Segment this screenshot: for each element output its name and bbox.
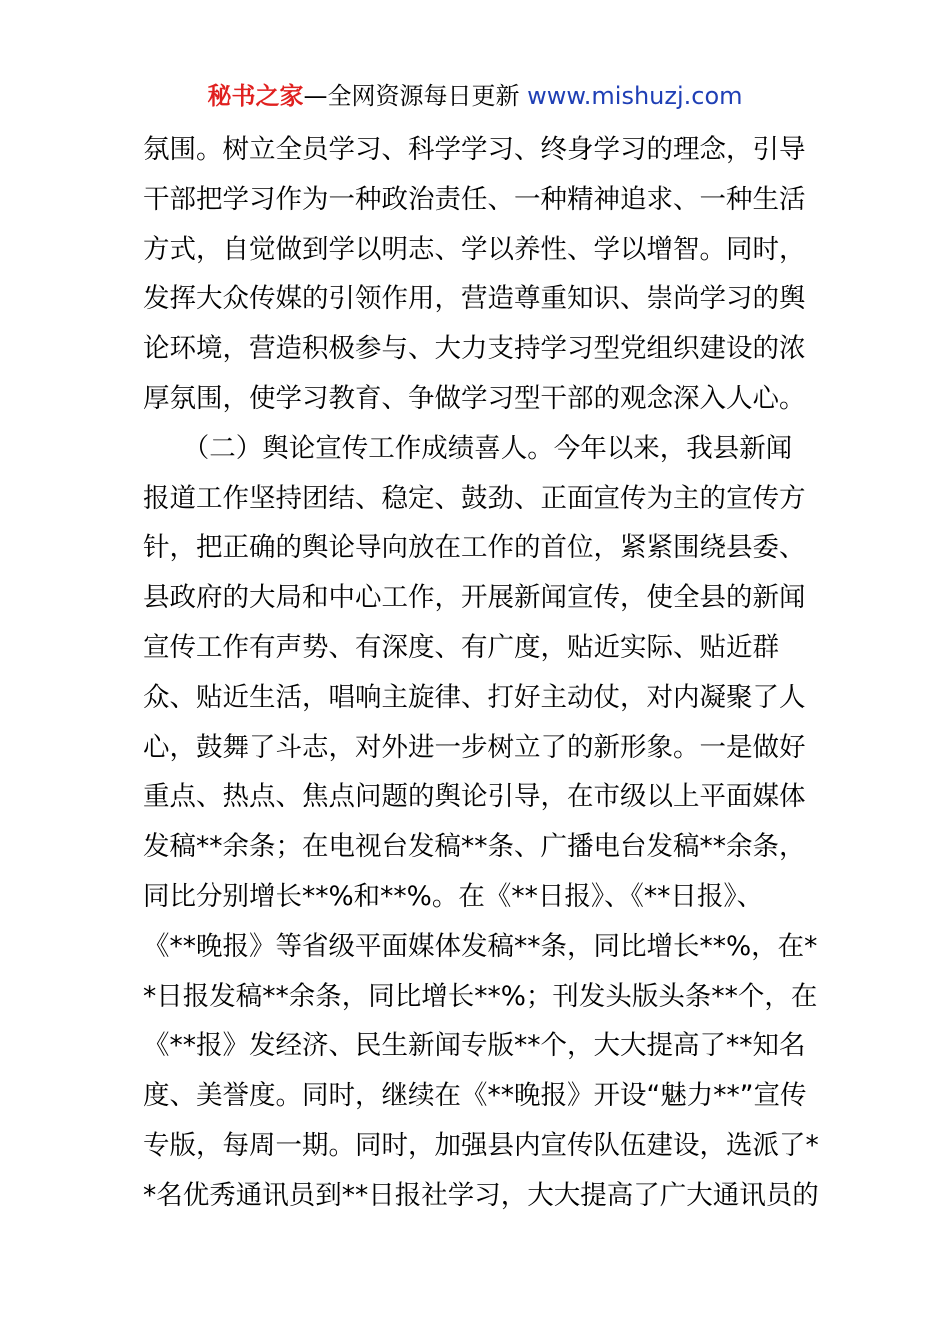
site-header bbox=[0, 78, 950, 114]
site-slogan: —全网资源每日更新 bbox=[303, 82, 520, 110]
text-line: 干部把学习作为一种政治责任、一种精神追求、一种生活 bbox=[143, 183, 806, 215]
text-line: 重点、热点、焦点问题的舆论引导，在市级以上平面媒体 bbox=[143, 781, 806, 813]
text-line: 论环境，营造积极参与、大力支持学习型党组织建设的浓 bbox=[143, 333, 806, 365]
paragraph-heading-line: （二）舆论宣传工作成绩喜人。今年以来，我县新闻 bbox=[143, 432, 793, 464]
text-line: 方式，自觉做到学以明志、学以养性、学以增智。同时， bbox=[143, 233, 806, 265]
text-line: *名优秀通讯员到**日报社学习，大大提高了广大通讯员的 bbox=[143, 1179, 819, 1211]
text-line: *日报发稿**余条，同比增长**%；刊发头版头条**个，在 bbox=[143, 980, 818, 1012]
text-line: 《**晚报》等省级平面媒体发稿**条，同比增长**%，在* bbox=[143, 930, 818, 962]
text-line: 心，鼓舞了斗志，对外进一步树立了的新形象。一是做好 bbox=[143, 731, 806, 763]
text-line: 县政府的大局和中心工作，开展新闻宣传，使全县的新闻 bbox=[143, 582, 806, 614]
site-brand: 秘书之家 bbox=[207, 82, 304, 110]
site-url-link[interactable]: www.mishuzj.com bbox=[527, 82, 743, 110]
document-body bbox=[143, 125, 819, 1221]
text-line: 报道工作坚持团结、稳定、鼓劲、正面宣传为主的宣传方 bbox=[143, 482, 806, 514]
text-line: 同比分别增长**%和**%。在《**日报》、《**日报》、 bbox=[143, 880, 764, 912]
text-line: 众、贴近生活，唱响主旋律、打好主动仗，对内凝聚了人 bbox=[143, 681, 806, 713]
text-line: 专版，每周一期。同时，加强县内宣传队伍建设，选派了* bbox=[143, 1129, 819, 1161]
text-line: 厚氛围，使学习教育、争做学习型干部的观念深入人心。 bbox=[143, 382, 806, 414]
text-line: 度、美誉度。同时，继续在《**晚报》开设“魅力**”宣传 bbox=[143, 1080, 807, 1112]
text-line: 针，把正确的舆论导向放在工作的首位，紧紧围绕县委、 bbox=[143, 532, 806, 564]
text-line: 发稿**余条；在电视台发稿**条、广播电台发稿**余条， bbox=[143, 831, 806, 863]
text-line: 宣传工作有声势、有深度、有广度，贴近实际、贴近群 bbox=[143, 631, 779, 663]
text-line: 发挥大众传媒的引领作用，营造尊重知识、崇尚学习的舆 bbox=[143, 283, 806, 315]
text-line: 氛围。树立全员学习、科学学习、终身学习的理念，引导 bbox=[143, 134, 806, 165]
text-line: 《**报》发经济、民生新闻专版**个，大大提高了**知名 bbox=[143, 1030, 806, 1062]
